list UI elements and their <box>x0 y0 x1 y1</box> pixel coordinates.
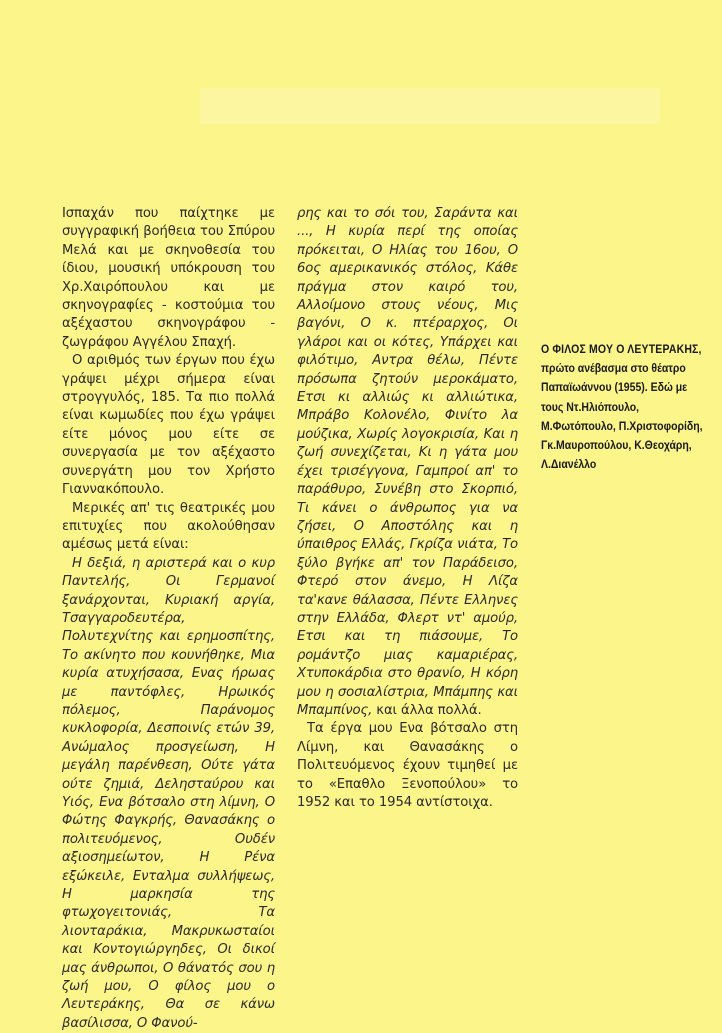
text-column-left <box>62 205 275 1033</box>
caption-title: Ο ΦΙΛΟΣ ΜΟΥ Ο ΛΕΥΤΕΡΑΚΗΣ, <box>541 342 702 356</box>
paragraph-play-list: Η δεξιά, η αριστερά και ο κυρ Παντελής, Οι Γερμανοί ξανάρχονται, Κυριακή αργία, Τσαγγαροδευτέρα, Πολυτεχνίτης και ερημοσπίτης, Το ακίνητο που κουνήθηκε, Μια κυρία ατυχήσασα, Ενας ήρωας με παντόφλες, Ηρωικός πόλεμος, Παράνομος κυκλοφορία, Δεσποινίς ετών 39, Ανώμαλος προσγείωση, Η μεγάλη παρένθεση, Ούτε γάτα ούτε ζημιά, Δελησταύρου και Υιός, Ενα βότσαλο στη λίμνη, Ο Φώτης Φαγκρής, Θανασάκης ο πολιτευόμενος, Ουδέν αξιοσημείωτον, Η Ρένα εξώκειλε, Ενταλμα συλλήψεως, Η μαρκησία της φτωχογειτονιάς, Τα λιονταράκια, Μακρυκωσταίοι και Κοντογιώργηδες, Οι δικοί μας άνθρωποι, Ο θάνατός σου η ζωή μου, Ο φίλος μου ο Λευτεράκης, Θα σε κάνω βασίλισσα, Ο Φανού- <box>62 555 275 1031</box>
paragraph-successes: Μερικές απ' τις θεατρικές μου επιτυχίες που ακολούθησαν αμέσως μετά είναι: <box>62 500 275 553</box>
paragraph-awards: Τα έργα μου Ενα βότσαλο στη Λίμνη, και Θανασάκης ο Πολιτευόμενος έχουν τιμηθεί με το «Επαθλο Ξενοπούλου» το 1952 και το 1954 αντίστοιχα. <box>297 721 518 810</box>
play-list-tail: και άλλα πολλά. <box>376 702 482 718</box>
photo-caption <box>541 340 706 474</box>
faded-band <box>200 88 660 124</box>
caption-body: πρώτο ανέβασμα στο θέατρο Παπαϊωάννου (1955). Εδώ με τους Ντ.Ηλιόπουλο, Μ.Φωτόπουλο, Π.Χριστοφορίδη, Γκ.Μαυροπούλου, Κ.Θεοχάρη, Λ.Διανέλλο <box>541 361 703 472</box>
text-column-middle <box>297 205 518 812</box>
paragraph-count: Ο αριθμός των έργων που έχω γράψει μέχρι σήμερα είναι στρογγυλός, 185. Τα πιο πολλά είναι κωμωδίες που έχω γράψει είτε μόνος μου είτε σε συνεργασία με τον αξέχαστο συνεργάτη μου τον Χρήστο Γιαννακόπουλο. <box>62 353 275 498</box>
play-list-text: ρης και το σόι του, Σαράντα και ..., Η κυρία περί της οποίας πρόκειται, Ο Ηλίας του 16ου, Ο 6ος αμερικανικός στόλος, Κάθε πράγμα στον καιρό του, Αλλοίμονο στους νέους, Μις βαγόνι, Ο κ. πτέραρχος, Οι γλάροι και οι κότες, Υπάρχει και φιλότιμο, Αντρα θέλω, Πέντε πρόσωπα ζητούν μεροκάματο, Ετσι κι αλλιώς κι αλλιώτικα, Μπράβο Κολονέλο, Φινίτο λα μούζικα, Χωρίς λογοκρισία, Και η ζωή συνεχίζεται, Κι η γάτα μου έχει τρισέγγονα, Γαμπροί απ' το παράθυρο, Συνέβη στο Σκορπιό, Τι κάνει ο άνθρωπος για να ζήσει, Ο Αποστόλης και η ύπαιθρος Ελλάς, Γκρίζα νιάτα, Το ξύλο βγήκε απ' τον Παράδεισο, Φτερό στον άνεμο, Η Λίζα τα'κανε θάλασσα, Πέντε Ελληνες στην Ελλάδα, Φλερτ ντ' αμούρ, Ετσι και τη πιάσουμε, Το ρομάντζο μιας καμαριέρας, Χτυποκάρδια στο θρανίο, Η κόρη μου η σοσιαλίστρια, Μπάμπης και Μπαμπίνος, <box>297 206 518 718</box>
paragraph-play-list-continued <box>297 205 518 720</box>
paragraph-intro: Ισπαχάν που παίχτηκε με συγγραφική βοήθεια του Σπύρου Μελά και με σκηνοθεσία του ίδιου, μουσική υπόκρουση του Χρ.Χαιρόπουλου και με σκηνογραφίες - κοστούμια του αξέχαστου σκηνογράφου - ζωγράφου Αγγέλου Σπαχή. <box>62 206 275 350</box>
